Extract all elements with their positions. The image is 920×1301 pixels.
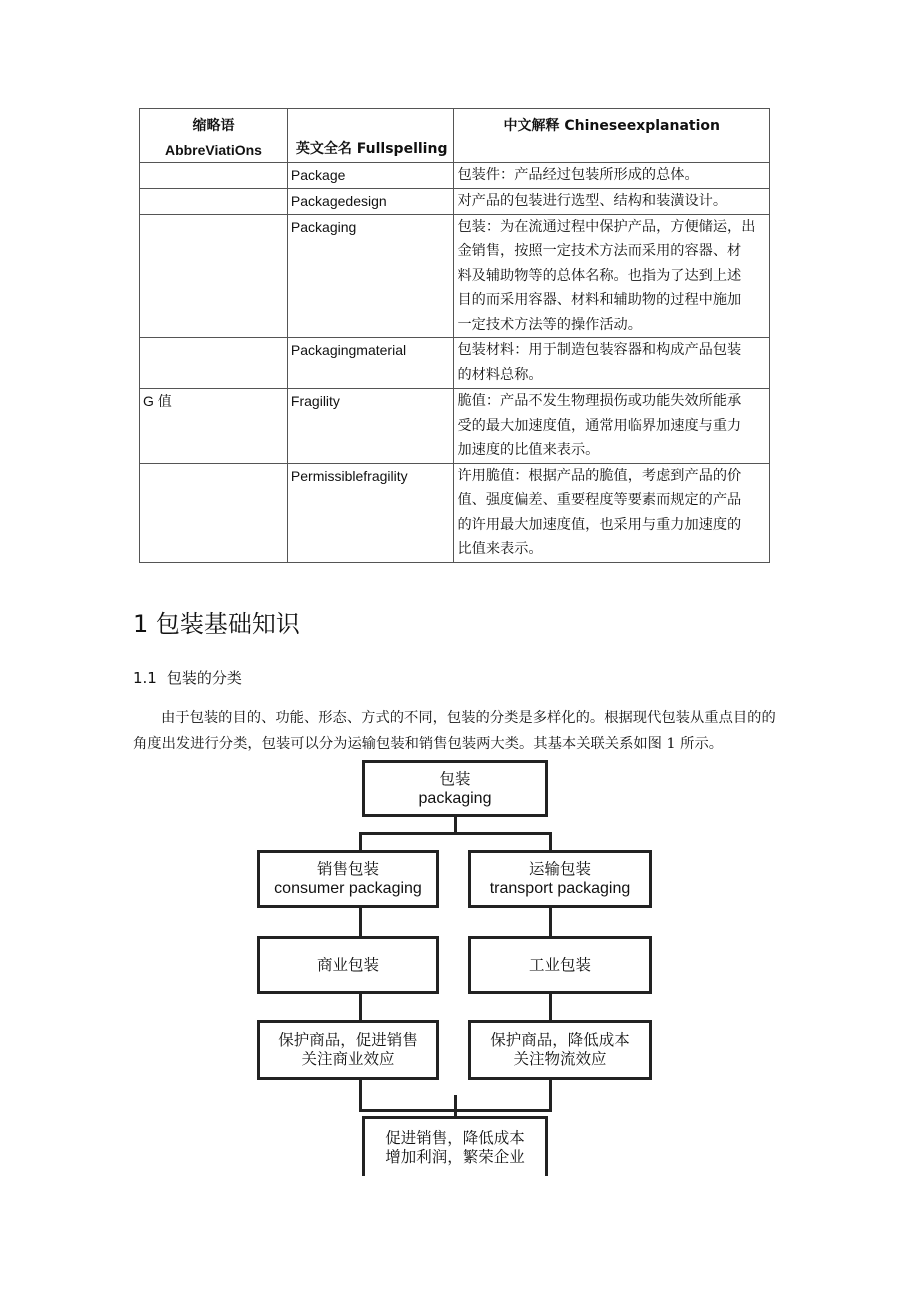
- box-packaging: [362, 760, 548, 817]
- box-packaging-en: packaging: [418, 789, 492, 807]
- chinese-explanation-line: 对产品的包装进行选型、结构和装潢设计。: [457, 193, 728, 209]
- cell-abbreviation: [140, 389, 288, 464]
- full-spelling-text: Permissiblefragility: [290, 467, 408, 484]
- header-abbr-en: AbbreViatiOns: [164, 142, 262, 158]
- cell-chinese-explanation: [454, 389, 770, 464]
- connector-right-l1-l2: [549, 906, 552, 938]
- full-spelling-text: Packagedesign: [290, 193, 387, 209]
- box-commercial-goals-line1: 保护商品，促进销售: [278, 1031, 418, 1049]
- box-industrial-goals-line1: 保护商品，降低成本: [490, 1031, 630, 1049]
- chinese-explanation-line: 比值来表示。: [457, 541, 543, 557]
- table-row: [140, 214, 770, 338]
- cell-abbreviation: [140, 189, 288, 215]
- connector-merge-down: [454, 1095, 457, 1118]
- full-spelling-text: Packagingmaterial: [290, 342, 407, 358]
- box-transport-zh: 运输包装: [528, 860, 591, 878]
- chinese-explanation-line: 金销售，按照一定技术方法而采用的容器、材: [457, 243, 742, 259]
- cell-abbreviation: [140, 463, 288, 562]
- table-row: [140, 163, 770, 189]
- cell-full-spelling: [287, 463, 454, 562]
- chinese-explanation-line: 包装件：产品经过包装所形成的总体。: [457, 167, 699, 183]
- box-consumer-packaging: [257, 850, 439, 908]
- chinese-explanation-line: 料及辅助物等的总体名称。也指为了达到上述: [457, 267, 742, 284]
- full-spelling-text: Fragility: [290, 393, 340, 409]
- subsection-text: 包装的分类: [166, 669, 242, 687]
- box-final-line2: 增加利润，繁荣企业: [385, 1147, 525, 1166]
- box-industrial-zh: 工业包装: [528, 955, 591, 974]
- table-row: [140, 463, 770, 562]
- header-abbreviations: [140, 109, 288, 163]
- cell-full-spelling: [287, 389, 454, 464]
- glossary-table: [139, 108, 770, 563]
- box-industrial-goals-line2: 关注物流效应: [513, 1050, 607, 1068]
- abbreviation-text: G 值: [143, 393, 172, 409]
- box-final-line1: 促进销售，降低成本: [385, 1128, 525, 1147]
- box-transport-en: transport packaging: [489, 880, 631, 897]
- chinese-explanation-line: 包装：为在流通过程中保护产品，方便储运，出: [457, 218, 756, 235]
- chinese-explanation-line: 加速度的比值来表示。: [457, 442, 600, 458]
- cell-full-spelling: [287, 338, 454, 389]
- header-abbr-zh: 缩略语: [192, 118, 235, 134]
- cell-chinese-explanation: [454, 214, 770, 338]
- connector-left-down: [359, 832, 362, 852]
- cell-abbreviation: [140, 338, 288, 389]
- connector-right-down: [549, 832, 552, 852]
- header-full-spelling: [287, 109, 454, 163]
- section-title: 1 包装基础知识: [133, 610, 300, 638]
- packaging-classification-diagram: [255, 758, 655, 1170]
- box-industrial-goals: [468, 1020, 652, 1080]
- cell-full-spelling: [287, 163, 454, 189]
- full-spelling-text: Packaging: [290, 218, 357, 235]
- box-commercial-zh: 商业包装: [316, 955, 379, 974]
- connector-left-to-merge: [359, 1078, 362, 1111]
- cell-chinese-explanation: [454, 163, 770, 189]
- chinese-explanation-line: 值、强度偏差、重要程度等要素而规定的产品: [457, 492, 742, 508]
- table-row: [140, 389, 770, 464]
- connector-branch-horizontal: [359, 832, 552, 835]
- cell-full-spelling: [287, 214, 454, 338]
- full-spelling-text: Package: [290, 167, 346, 183]
- box-transport-packaging: [468, 850, 652, 908]
- table-row: [140, 189, 770, 215]
- chinese-explanation-line: 的材料总称。: [457, 366, 543, 383]
- subsection-title: [133, 667, 242, 688]
- box-commercial-packaging: [257, 936, 439, 994]
- chinese-explanation-line: 一定技术方法等的操作活动。: [457, 316, 642, 333]
- header-chinese-explanation: [454, 109, 770, 163]
- cell-abbreviation: [140, 214, 288, 338]
- box-consumer-en: consumer packaging: [274, 880, 422, 897]
- chinese-explanation-line: 目的而采用容器、材料和辅助物的过程中施加: [457, 292, 742, 308]
- cell-chinese-explanation: [454, 463, 770, 562]
- box-consumer-zh: 销售包装: [316, 860, 379, 878]
- chinese-explanation-line: 包装材料：用于制造包装容器和构成产品包装: [457, 342, 742, 358]
- body-paragraph: 由于包装的目的、功能、形态、方式的不同，包装的分类是多样化的。根据现代包装从重点目的的角度出发进行分类，包装可以分为运输包装和销售包装两大类。其基本关联关系如图 1 所示。: [133, 710, 776, 752]
- chinese-explanation-line: 许用脆值：根据产品的脆值，考虑到产品的价: [457, 467, 742, 484]
- cell-chinese-explanation: [454, 189, 770, 215]
- table-row: [140, 338, 770, 389]
- box-commercial-goals-line2: 关注商业效应: [301, 1050, 395, 1068]
- table-header-row: [140, 109, 770, 163]
- connector-left-l1-l2: [359, 906, 362, 938]
- subsection-number: 1.1: [133, 669, 157, 687]
- box-final-outcome: [362, 1116, 548, 1176]
- connector-right-l2-l3: [549, 992, 552, 1020]
- connector-left-l2-l3: [359, 992, 362, 1020]
- connector-right-to-merge: [549, 1078, 552, 1111]
- box-packaging-zh: 包装: [439, 769, 471, 788]
- chinese-explanation-line: 的许用最大加速度值，也采用与重力加速度的: [457, 516, 742, 533]
- cell-abbreviation: [140, 163, 288, 189]
- chinese-explanation-line: 脆值：产品不发生物理损伤或功能失效所能承: [457, 393, 742, 409]
- box-commercial-goals: [257, 1020, 439, 1080]
- cell-full-spelling: [287, 189, 454, 215]
- header-full-text: 英文全名 Fullspelling: [295, 141, 448, 157]
- header-chinese-text: 中文解释 Chineseexplanation: [503, 118, 720, 134]
- box-industrial-packaging: [468, 936, 652, 994]
- chinese-explanation-line: 受的最大加速度值，通常用临界加速度与重力: [457, 417, 742, 434]
- cell-chinese-explanation: [454, 338, 770, 389]
